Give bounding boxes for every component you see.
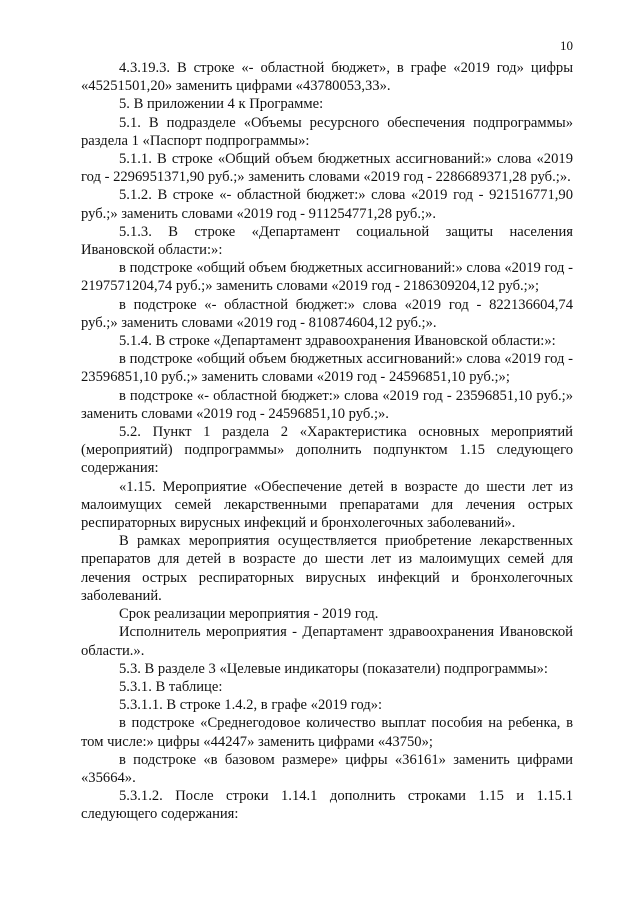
page-number: 10 — [560, 38, 573, 53]
paragraph-5-3-1-1-sub-2: в подстроке «в базовом размере» цифры «36161» заменить цифрами «35664». — [81, 751, 573, 786]
paragraph-5-1-3-sub-1: в подстроке «общий объем бюджетных ассигнований:» слова «2019 год - 2197571204,74 руб.;» заменить словами «2019 год - 2186309204,12 руб.;»; — [81, 260, 573, 295]
paragraph-5-1: 5.1. В подразделе «Объемы ресурсного обеспечения подпрограммы» раздела 1 «Паспорт подпрограммы»: — [81, 114, 573, 149]
paragraph-5-1-4: 5.1.4. В строке «Департамент здравоохранения Ивановской области:»: — [119, 333, 556, 350]
paragraph-1-15-executor: Исполнитель мероприятия - Департамент здравоохранения Ивановской области.». — [81, 624, 573, 659]
paragraph-1-15-term: Срок реализации мероприятия - 2019 год. — [119, 606, 379, 623]
paragraph-5: 5. В приложении 4 к Программе: — [119, 96, 324, 113]
document-body — [81, 59, 573, 824]
paragraph-5-1-2: 5.1.2. В строке «- областной бюджет:» слова «2019 год - 921516771,90 руб.;» заменить словами «2019 год - 911254771,28 руб.;». — [81, 187, 573, 222]
paragraph-4-3-19-3: 4.3.19.3. В строке «- областной бюджет», в графе «2019 год» цифры «45251501,20» заменить цифрами «43780053,33». — [81, 60, 573, 95]
paragraph-1-15-description: В рамках мероприятия осуществляется приобретение лекарственных препаратов для детей в возрасте до шести лет из малоимущих семей для лечения острых респираторных вирусных инфекций и бронхолегочных заболеваний. — [81, 533, 573, 604]
paragraph-5-3-1-1: 5.3.1.1. В строке 1.4.2, в графе «2019 год»: — [119, 697, 383, 714]
paragraph-5-1-3-sub-2: в подстроке «- областной бюджет:» слова «2019 год - 822136604,74 руб.;» заменить словами «2019 год - 810874604,12 руб.;». — [81, 296, 573, 331]
paragraph-5-3: 5.3. В разделе 3 «Целевые индикаторы (показатели) подпрограммы»: — [119, 660, 548, 677]
paragraph-5-3-1: 5.3.1. В таблице: — [119, 678, 223, 695]
paragraph-5-1-4-sub-2: в подстроке «- областной бюджет:» слова «2019 год - 23596851,10 руб.;» заменить словами «2019 год - 24596851,10 руб.;». — [81, 387, 573, 422]
paragraph-5-3-1-1-sub-1: в подстроке «Среднегодовое количество выплат пособия на ребенка, в том числе:» цифры «44247» заменить цифрами «43750»; — [81, 715, 573, 750]
paragraph-5-3-1-2: 5.3.1.2. После строки 1.14.1 дополнить строками 1.15 и 1.15.1 следующего содержания: — [81, 788, 573, 823]
paragraph-5-1-3: 5.1.3. В строке «Департамент социальной защиты населения Ивановской области:»: — [81, 223, 573, 259]
paragraph-5-2: 5.2. Пункт 1 раздела 2 «Характеристика основных мероприятий (мероприятий) подпрограммы» дополнить подпунктом 1.15 следующего содержания: — [81, 424, 573, 477]
paragraph-1-15: «1.15. Мероприятие «Обеспечение детей в возрасте до шести лет из малоимущих семей лекарственными препаратами для лечения острых респираторных вирусных инфекций и бронхолегочных заболеваний». — [81, 478, 573, 532]
paragraph-5-1-1: 5.1.1. В строке «Общий объем бюджетных ассигнований:» слова «2019 год - 2296951371,90 руб.;» заменить словами «2019 год - 2286689371,28 руб.;». — [81, 151, 573, 186]
paragraph-5-1-4-sub-1: в подстроке «общий объем бюджетных ассигнований:» слова «2019 год - 23596851,10 руб.;» заменить словами «2019 год - 24596851,10 руб.;»; — [81, 351, 573, 386]
